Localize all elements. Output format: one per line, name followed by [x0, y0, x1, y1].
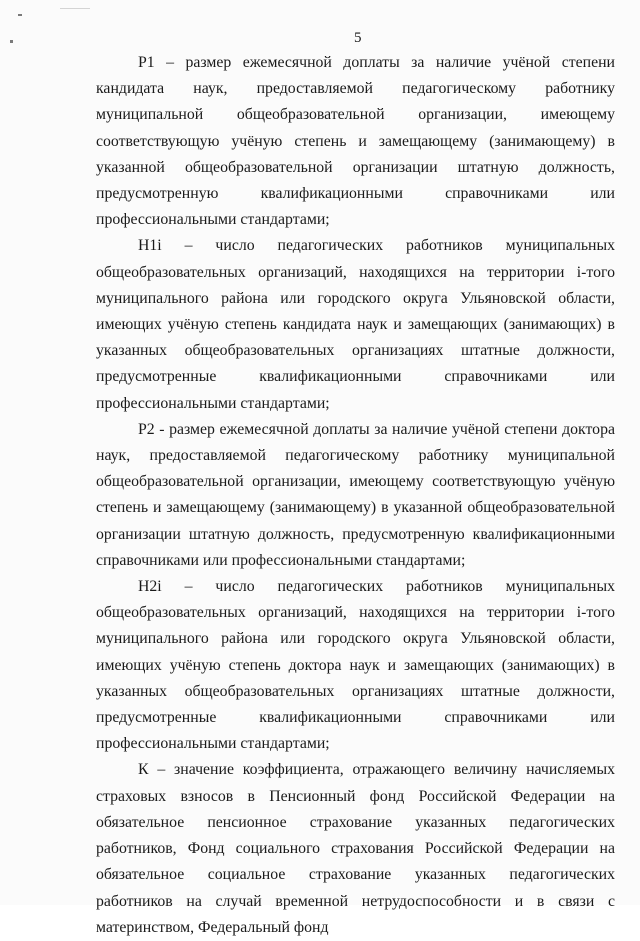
- scan-speck: [10, 40, 13, 43]
- definition-k: К – значение коэффициента, отражающего величину начисляемых страховых взносов в Пенсионный фонд Российской Федерации на обязательное пенсионное страхование указанных педагогических работников, Фонд социального страхования Российской Федерации на обязательное социальное страхование указанных педагогических работников на случай временной нетрудоспособности и в связи с материнством, Федеральный фонд: [96, 761, 615, 936]
- document-body: [96, 50, 615, 941]
- definition-p2: Р2 - размер ежемесячной доплаты за наличие учёной степени доктора наук, предоставляемой педагогическому работнику муниципальной общеобразовательной организации, имеющему соответствующую учёную степень и замещающему (занимающему) в указанной общеобразовательной организации штатную должность, предусмотренную квалификационными справочниками или профессиональными стандартами;: [96, 420, 615, 569]
- page-number: 5: [354, 30, 362, 46]
- definition-h1i: Н1i – число педагогических работников муниципальных общеобразовательных организаций, находящихся на территории i-того муниципального района или городского округа Ульяновской области, имеющих учёную степень кандидата наук и замещающих (занимающих) в указанных общеобразовательных организациях штатные должности, предусмотренные квалификационными справочниками или профессиональными стандартами;: [96, 237, 615, 412]
- definition-h2i: Н2i – число педагогических работников муниципальных общеобразовательных организаций, находящихся на территории i-того муниципального района или городского округа Ульяновской области, имеющих учёную степень доктора наук и замещающих (занимающих) в указанных общеобразовательных организациях штатные должности, предусмотренные квалификационными справочниками или профессиональными стандартами;: [96, 578, 615, 753]
- scan-speck: [60, 8, 90, 9]
- definition-p1: Р1 – размер ежемесячной доплаты за наличие учёной степени кандидата наук, предоставляемой педагогическому работнику муниципальной общеобразовательной организации, имеющему соответствующую учёную степень и замещающему (занимающему) в указанной общеобразовательной организации штатную должность, предусмотренную квалификационными справочниками или профессиональными стандартами;: [96, 54, 615, 229]
- scan-speck: [18, 14, 22, 16]
